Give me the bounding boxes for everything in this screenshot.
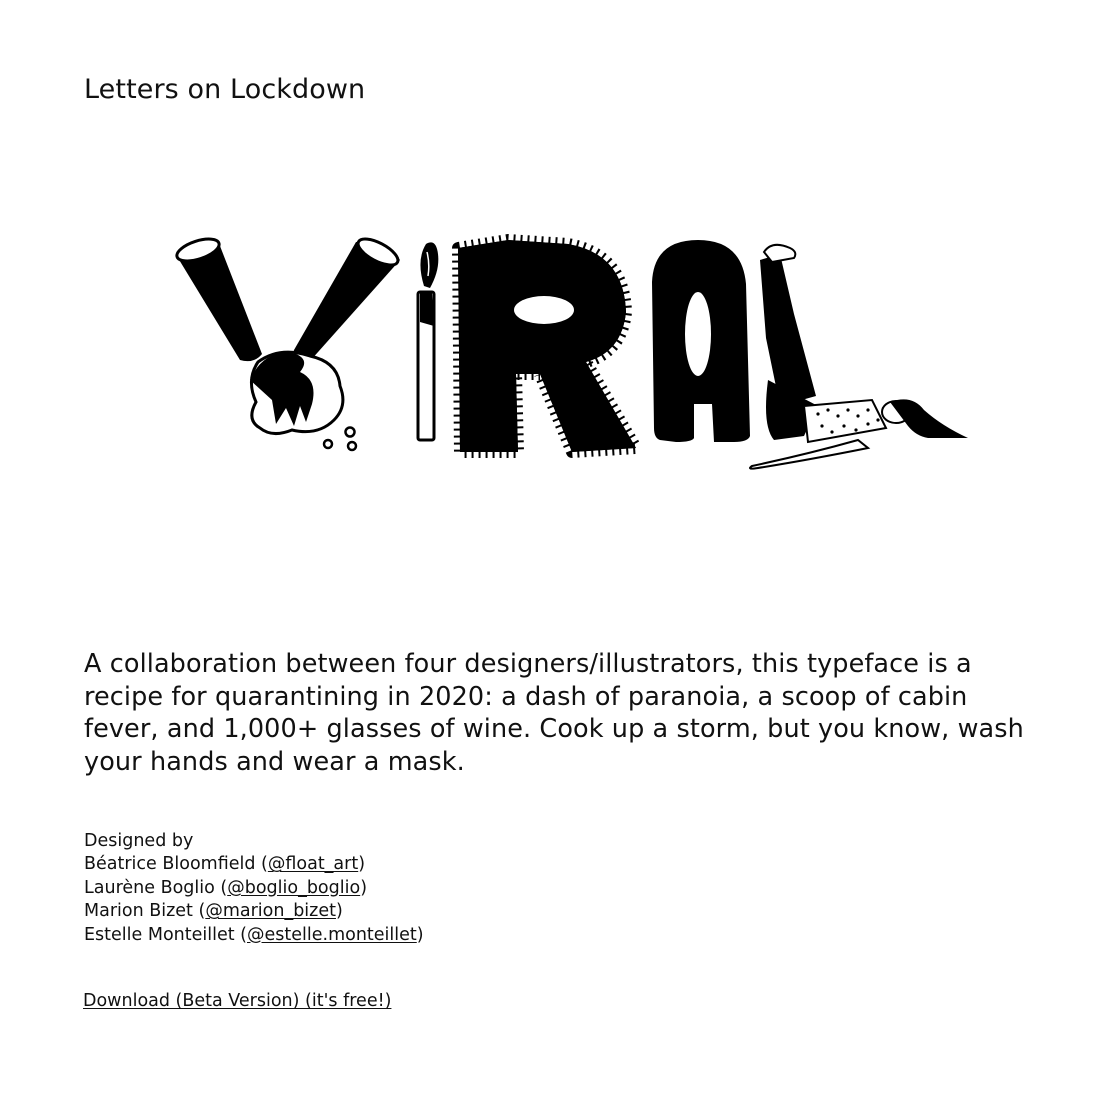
site-title: Letters on Lockdown	[84, 74, 366, 105]
viral-hero-illustration	[168, 230, 968, 480]
designer-row: Laurène Boglio (@boglio_boglio)	[84, 877, 368, 898]
letter-l-figure	[750, 245, 968, 469]
letter-i-match	[418, 242, 438, 440]
designer-handle-link[interactable]: @boglio_boglio	[227, 877, 361, 898]
designer-handle-link[interactable]: @marion_bizet	[205, 901, 336, 922]
designer-handle-link[interactable]: @float_art	[267, 854, 359, 875]
designer-row: Estelle Monteillet (@estelle.monteillet)	[84, 924, 424, 945]
designer-handle-link[interactable]: @estelle.monteillet	[247, 924, 417, 945]
designer-row: Béatrice Bloomfield (@float_art)	[84, 854, 366, 875]
viral-lettering-art	[168, 230, 968, 480]
letter-r-fur	[458, 240, 636, 452]
letter-v-arms	[174, 234, 401, 450]
credits-heading: Designed by	[84, 831, 194, 851]
download-link[interactable]: Download (Beta Version) (it's free!)	[83, 991, 392, 1011]
letter-a-bubble	[652, 240, 750, 442]
download-section	[83, 991, 391, 1011]
designer-row: Marion Bizet (@marion_bizet)	[84, 901, 343, 922]
designer-credits	[84, 830, 424, 947]
intro-paragraph: A collaboration between four designers/illustrators, this typeface is a recipe for quarantining in 2020: a dash of paranoia, a scoop of cabin fever, and 1,000+ glasses of wine. Cook up a storm, but you know, wash your hands and wear a mask.	[84, 649, 1024, 777]
